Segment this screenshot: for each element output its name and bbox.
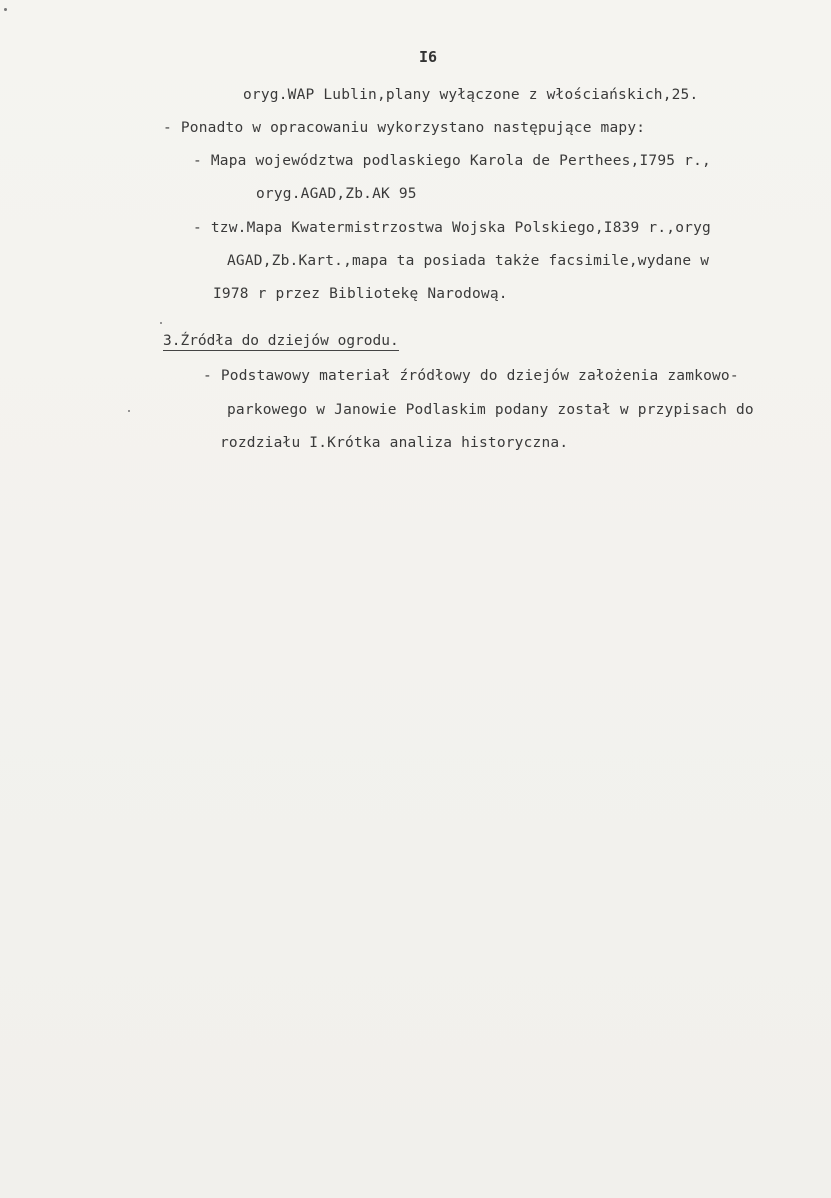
scan-speck [4, 8, 7, 11]
scan-speck [160, 322, 162, 324]
text-line: oryg.WAP Lublin,plany wyłączone z włościańskich,25. [243, 87, 699, 103]
text-line: - Podstawowy materiał źródłowy do dziejów założenia zamkowo- [203, 368, 739, 384]
text-line: - Ponadto w opracowaniu wykorzystano następujące mapy: [163, 120, 646, 136]
scan-speck [128, 410, 130, 412]
section-heading: 3.Źródła do dziejów ogrodu. [163, 333, 399, 349]
page-number: I6 [419, 48, 438, 66]
text-line: - tzw.Mapa Kwatermistrzostwa Wojska Polskiego,I839 r.,oryg [193, 220, 711, 236]
text-line: rozdziału I.Krótka analiza historyczna. [220, 435, 569, 451]
text-line: AGAD,Zb.Kart.,mapa ta posiada także facsimile,wydane w [227, 253, 710, 269]
text-line: oryg.AGAD,Zb.AK 95 [256, 186, 417, 202]
text-line: - Mapa województwa podlaskiego Karola de Perthees,I795 r., [193, 153, 711, 169]
text-line: parkowego w Janowie Podlaskim podany został w przypisach do [227, 402, 754, 418]
text-line: I978 r przez Bibliotekę Narodową. [213, 286, 508, 302]
